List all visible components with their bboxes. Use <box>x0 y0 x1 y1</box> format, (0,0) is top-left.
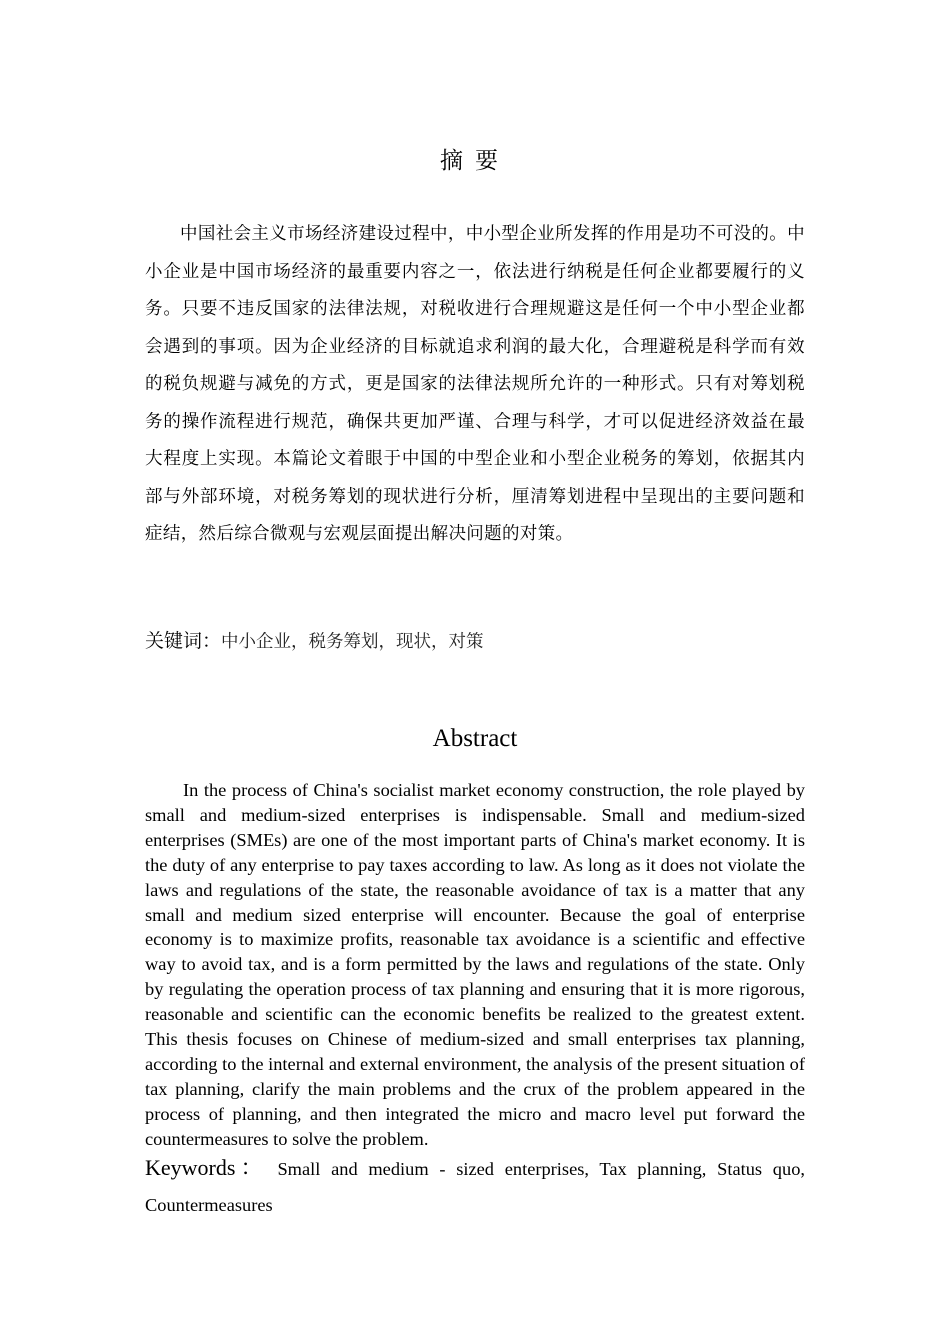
english-abstract-body: In the process of China's socialist market economy construction, the role played by small and medium-sized enterprises is indispensable. Small and medium-sized enterprises (SMEs) are one of the most important parts of China's market economy. It is the duty of any enterprise to pay taxes according to law. As long as it does not violate the laws and regulations of the state, the reasonable avoidance of tax is a matter that any small and medium sized enterprise will encounter. Because the goal of enterprise economy is to maximize profits, reasonable tax avoidance is a scientific and effective way to avoid tax, and is a form permitted by the laws and regulations of the state. Only by regulating the operation process of tax planning and ensuring that it is more rigorous, reasonable and scientific can the economic benefits be realized to the greatest extent. This thesis focuses on Chinese of medium-sized and small enterprises tax planning, according to the internal and external environment, the analysis of the present situation of tax planning, clarify the main problems and the crux of the problem appeared in the process of planning, and then integrated the micro and macro level put forward the countermeasures to solve the problem. <box>145 780 805 1149</box>
chinese-abstract-body: 中国社会主义市场经济建设过程中，中小型企业所发挥的作用是功不可没的。中小企业是中国市场经济的最重要内容之一，依法进行纳税是任何企业都要履行的义务。只要不违反国家的法律法规，对税收进行合理规避这是任何一个中小型企业都会遇到的事项。因为企业经济的目标就追求利润的最大化，合理避税是科学而有效的税负规避与减免的方式，更是国家的法律法规所允许的一种形式。只有对筹划税务的操作流程进行规范，确保共更加严谨、合理与科学，才可以促进经济效益在最大程度上实现。本篇论文着眼于中国的中型企业和小型企业税务的筹划，依据其内部与外部环境，对税务筹划的现状进行分析，厘清筹划进程中呈现出的主要问题和症结，然后综合微观与宏观层面提出解决问题的对策。 <box>145 224 805 544</box>
english-keywords-label: Keywords： <box>145 1155 268 1180</box>
chinese-keywords-values: 中小企业，税务筹划，现状，对策 <box>221 632 484 652</box>
chinese-keywords-line <box>145 626 805 657</box>
english-keywords-line <box>145 1150 805 1223</box>
english-abstract-title: Abstract <box>432 725 518 752</box>
chinese-keywords-label: 关键词： <box>145 630 222 652</box>
chinese-abstract-title: 摘要 <box>440 148 510 174</box>
english-keywords-values: Small and medium - sized enterprises, Tax planning, Status quo, Countermeasures <box>145 1159 805 1215</box>
